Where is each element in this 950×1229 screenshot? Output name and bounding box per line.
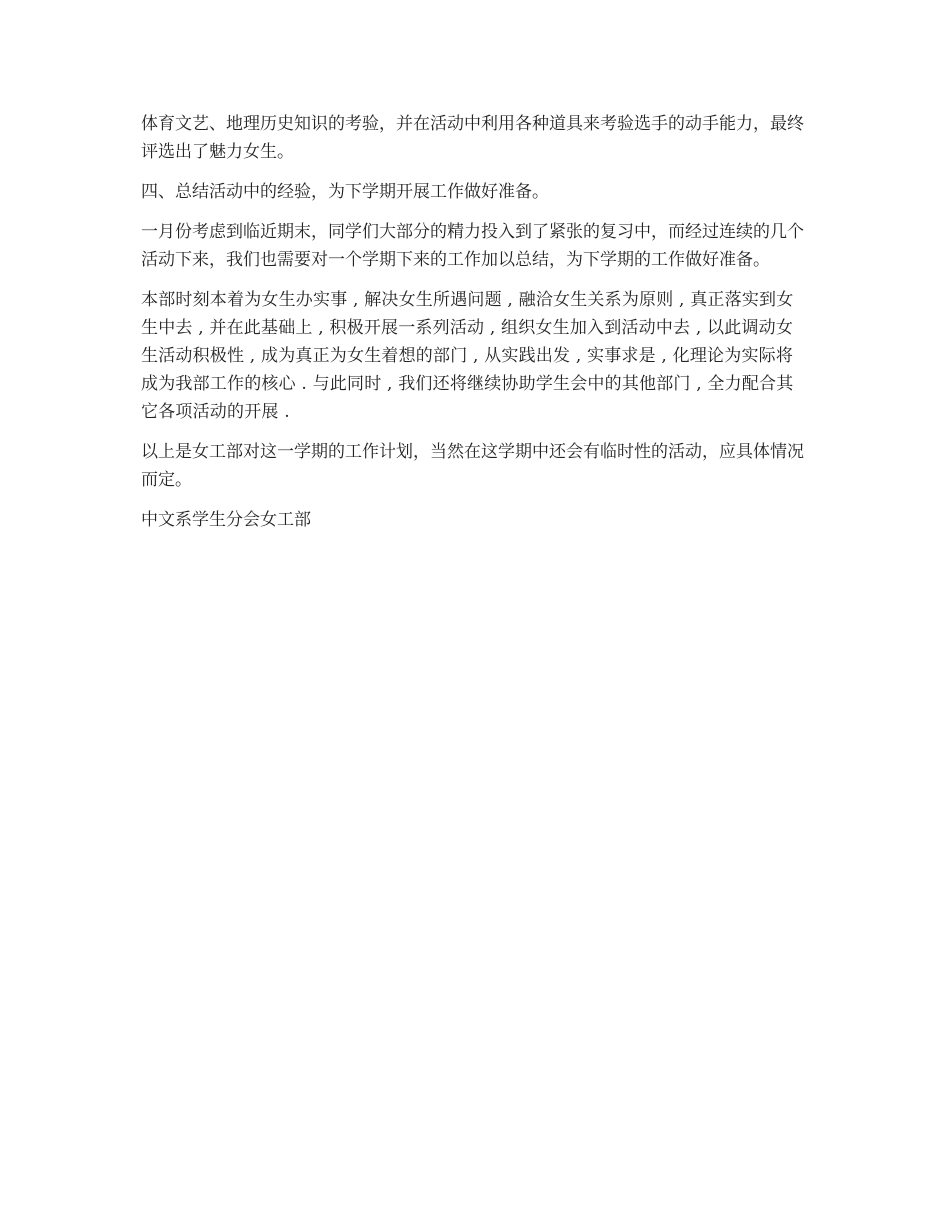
paragraph-conclusion: 以上是女工部对这一学期的工作计划，当然在这学期中还会有临时性的活动，应具体情况而定。 <box>141 442 804 490</box>
paragraph-department-principles: 本部时刻本着为女生办实事 , 解决女生所遇问题 , 融洽女生关系为原则 , 真正落实到女生中去 , 并在此基础上 , 积极开展一系列活动 , 组织女生加入到活动中去 , 以此调动女生活动积极性 , 成为真正为女生着想的部门 , 从实践出发 , 实事求是 , 化理论为实际将成为我部工作的核心 . 与此同时 , 我们还将继续协助学生会中的其他部门 , 全力配合其它各项活动的开展 . <box>141 290 794 422</box>
signature: 中文系学生分会女工部 <box>141 510 311 530</box>
paragraph-january-plan: 一月份考虑到临近期末，同学们大部分的精力投入到了紧张的复习中，而经过连续的几个活动下来，我们也需要对一个学期下来的工作加以总结，为下学期的工作做好准备。 <box>141 222 804 270</box>
document-body <box>141 110 809 534</box>
paragraph-activity-summary: 体育文艺、地理历史知识的考验，并在活动中利用各种道具来考验选手的动手能力，最终评选出了魅力女生。 <box>141 114 804 162</box>
paragraph-section-four-heading: 四、总结活动中的经验，为下学期开展工作做好准备。 <box>141 182 549 202</box>
